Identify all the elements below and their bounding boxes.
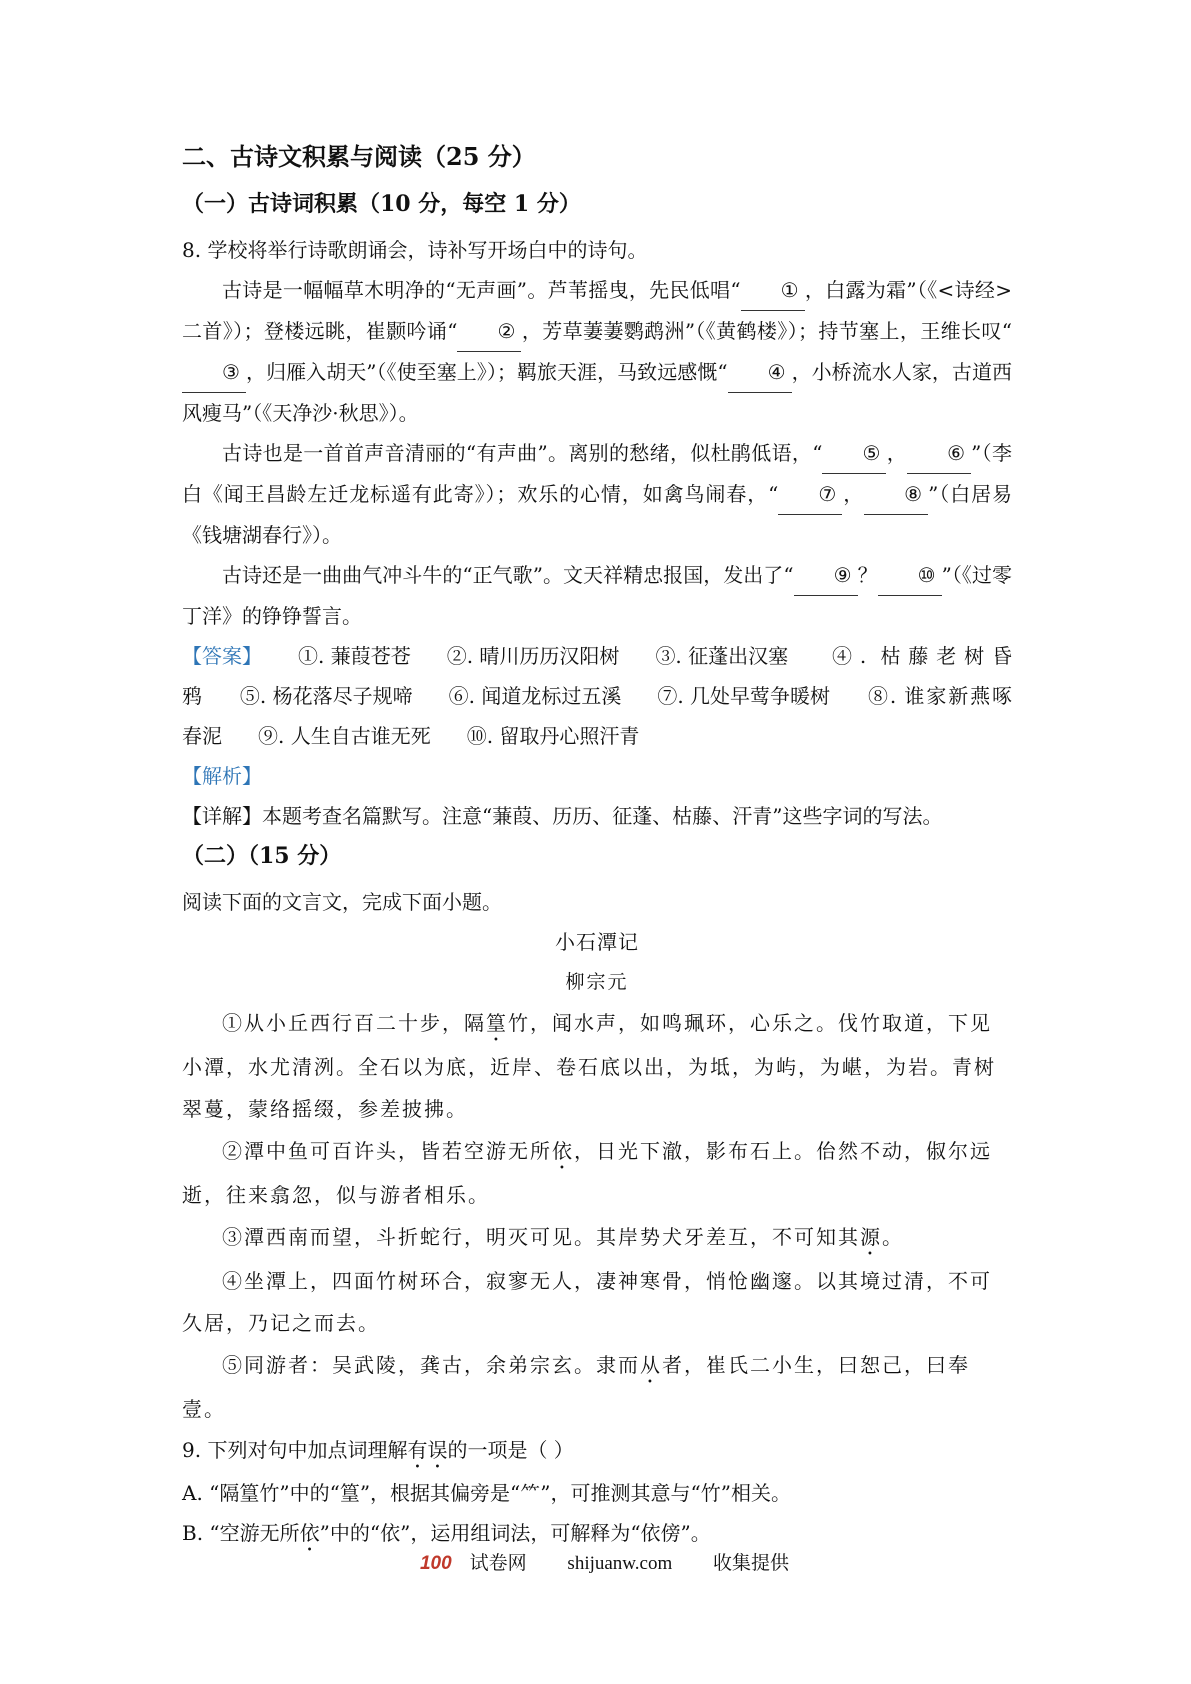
question-8-paragraph-2: 古诗也是一首首声音清丽的“有声曲”。离别的愁绪，似杜鹃低语，“ ⑤ ， ⑥ ”（李白《闻王昌龄左迁龙标遥有此寄》）；欢乐的心情，如禽鸟闹春，“ ⑦ ， ⑧ ”（白居易《钱塘湖春行》）。	[182, 433, 1012, 555]
blank-1: ①	[741, 270, 805, 311]
blank-5: ⑤	[822, 433, 886, 474]
blank-6: ⑥	[907, 433, 971, 474]
question-8-paragraph-1: 古诗是一幅幅草木明净的“无声画”。芦苇摇曳，先民低唱“ ① ，白露为霜”（《<诗经>二首》）；登楼远眺，崔颢吟诵“ ② ，芳草萋萋鹦鹉洲”（《黄鹤楼》）；持节塞上，王维长叹“③ ，归雁入胡天”（《使至塞上》）；羁旅天涯，马致远感慨“ ④ ，小桥流水人家，古道西风瘦马”（《天净沙·秋思》）。	[182, 270, 1012, 433]
text-author: 柳宗元	[565, 971, 629, 993]
answer-item: ⑧. 谁家新燕啄春泥	[182, 684, 1012, 748]
blank-4: ④	[728, 352, 792, 393]
dotted-word: 依	[552, 1139, 574, 1163]
blank-2: ②	[457, 311, 521, 352]
answer-block	[182, 636, 1012, 756]
part2-intro: 阅读下面的文言文，完成下面小题。	[182, 890, 502, 914]
site-logo: 100	[419, 1553, 452, 1574]
question-8-stem: 8. 学校将举行诗歌朗诵会，诗补写开场白中的诗句。	[182, 238, 648, 262]
text-paragraph-2: ②潭中鱼可百许头，皆若空游无所依，日光下澈，影布石上。佁然不动，俶尔远逝，往来翕忽，似与游者相乐。	[182, 1139, 992, 1207]
section-title: 二、古诗文积累与阅读（25 分）	[182, 142, 536, 171]
document-page	[182, 140, 1012, 1556]
answer-item: ⑩. 留取丹心照汗青	[466, 724, 640, 748]
answer-item: ⑤. 杨花落尽子规啼	[239, 684, 413, 708]
text-title: 小石潭记	[555, 930, 639, 954]
footer-brand	[402, 1553, 527, 1574]
question-9-option-a: A. “隔篁竹”中的“篁”，根据其偏旁是“⺮”，可推测其意与“竹”相关。	[182, 1481, 791, 1505]
page-footer	[0, 1548, 1191, 1575]
blank-7: ⑦	[778, 474, 842, 515]
blank-10: ⑩	[878, 555, 942, 596]
question-9-stem: 9. 下列对句中加点词理解有误的一项是（ ）	[182, 1438, 574, 1462]
dotted-word: 有误	[407, 1438, 448, 1462]
question-8-paragraph-3: 古诗还是一曲曲气冲斗牛的“正气歌”。文天祥精忠报国，发出了“ ⑨ ？ ⑩ ”（《过零丁洋》的铮铮誓言。	[182, 555, 1012, 636]
part2-title: （二）（15 分）	[182, 843, 342, 869]
answer-item: ③. 征蓬出汉塞	[655, 644, 789, 668]
answer-item: ④. 枯藤老树昏鸦	[182, 644, 1012, 708]
answer-item: ⑨. 人生自古谁无死	[258, 724, 431, 748]
site-domain: shijuanw.com	[567, 1553, 673, 1574]
text-paragraph-3: ③潭西南而望，斗折蛇行，明灭可见。其岸势犬牙差互，不可知其源。	[222, 1225, 904, 1249]
part1-title: （一）古诗词积累（10 分，每空 1 分）	[182, 191, 581, 217]
answer-item: ①. 蒹葭苍苍	[298, 644, 411, 668]
analysis-label: 【解析】	[182, 764, 262, 788]
dotted-word: 依	[299, 1521, 320, 1545]
dotted-word: 源	[860, 1225, 882, 1249]
dotted-word: 从	[640, 1353, 662, 1377]
footer-note: 收集提供	[713, 1553, 790, 1574]
blank-8: ⑧	[864, 474, 928, 515]
blank-3: ③	[182, 352, 246, 393]
dotted-word: 篁	[486, 1011, 508, 1035]
text-paragraph-4: ④坐潭上，四面竹树环合，寂寥无人，凄神寒骨，悄怆幽邃。以其境过清，不可久居，乃记之而去。	[182, 1269, 992, 1335]
question-9-option-b: B. “空游无所依”中的“依”，运用组词法，可解释为“依傍”。	[182, 1521, 711, 1545]
answer-label: 【答案】	[182, 644, 262, 668]
text-paragraph-5: ⑤同游者：吴武陵，龚古，余弟宗玄。隶而从者，崔氏二小生，曰恕己，曰奉壹。	[182, 1353, 970, 1421]
site-name: 试卷网	[469, 1553, 527, 1574]
blank-9: ⑨	[794, 555, 858, 596]
detail-explanation: 【详解】本题考查名篇默写。注意“蒹葭、历历、征蓬、枯藤、汗青”这些字词的写法。	[182, 804, 943, 828]
answer-item: ⑥. 闻道龙标过五溪	[448, 684, 622, 708]
answer-item: ⑦. 几处早莺争暖树	[657, 684, 831, 708]
text-paragraph-1: ①从小丘西行百二十步，隔篁竹，闻水声，如鸣珮环，心乐之。伐竹取道，下见小潭，水尤清洌。全石以为底，近岸、卷石底以出，为坻，为屿，为嵁，为岩。青树翠蔓，蒙络摇缀，参差披拂。	[182, 1011, 996, 1121]
answer-item: ②. 晴川历历汉阳树	[446, 644, 620, 668]
